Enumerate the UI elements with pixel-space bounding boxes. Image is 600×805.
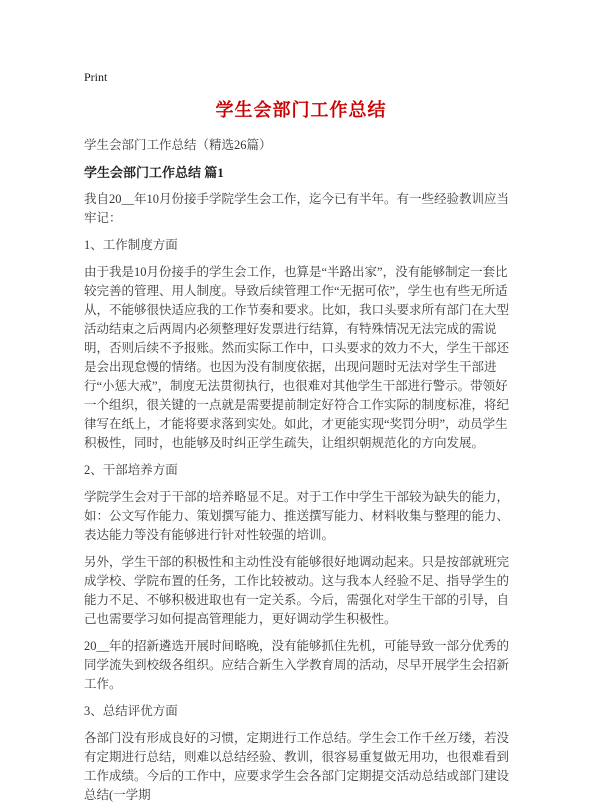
paragraph-cadre-training: 学院学生会对于干部的培养略显不足。对于工作中学生干部较为缺失的能力，如：公文写作能力、策划撰写能力、推送撰写能力、材料收集与整理的能力、表达能力等没有能够进行针对性较强的培训。 xyxy=(84,490,510,542)
paragraph-work-system: 由于我是10月份接手的学生会工作，也算是“半路出家”，没有能够制定一套比较完善的管理、用人制度。导致后续管理工作“无据可依”，学生也有些无所适从，不能够很快适应我的工作节奏和要求。比如，我口头要求所有部门在大型活动结束之后两周内必须整理好发票进行结算，有特殊情况无法完成的需说明，否则后续不予报账。然而实际工作中，口头要求的效力不大，学生干部还是会出现怠慢的情绪。也因为没有制度依据，出现问题时无法对学生干部进行“小惩大戒”，制度无法贯彻执行，也很难对其他学生干部进行警示。带领好一个组织，很关键的一点就是需要提前制定好符合工作实际的制度标准，将纪律写在纸上，才能将要求落到实处。如此，才更能实现“奖罚分明”，动员学生积极性，同时，也能够及时纠正学生疏失，让组织朝规范化的方向发展。 xyxy=(84,265,510,450)
section-heading-1: 1、工作制度方面 xyxy=(84,238,178,252)
page-title: 学生会部门工作总结 xyxy=(215,100,387,120)
paragraph-recruitment: 20__年的招新遴选开展时间略晚，没有能够抓住先机，可能导致一部分优秀的同学流失到校级各组织。应结合新生入学教育周的活动，尽早开展学生会招新工作。 xyxy=(84,639,510,691)
section-heading-2: 2、干部培养方面 xyxy=(84,463,178,477)
section-heading-3: 3、总结评优方面 xyxy=(84,704,178,718)
paragraph-intro: 我自20__年10月份接手学院学生会工作，迄今已有半年。有一些经验教训应当牢记： xyxy=(84,192,510,225)
print-link[interactable]: Print xyxy=(84,70,108,84)
paragraph-initiative: 另外，学生干部的积极性和主动性没有能够很好地调动起来。只是按部就班完成学校、学院布置的任务，工作比较被动。这与我本人经验不足、指导学生的能力不足、不够积极进取也有一定关系。今后，需强化对学生干部的引导，自己也需要学习如何提高管理能力，更好调动学生积极性。 xyxy=(84,555,510,626)
article-title: 学生会部门工作总结 篇1 xyxy=(84,165,224,180)
paragraph-summary-evaluation: 各部门没有形成良好的习惯，定期进行工作总结。学生会工作千丝万缕，若没有定期进行总结，则难以总结经验、教训，很容易重复做无用功，也很难看到工作成绩。今后的工作中，应要求学生会各部门定期提交活动总结或部门建设总结(一学期 xyxy=(84,731,510,802)
page-subtitle: 学生会部门工作总结（精选26篇） xyxy=(84,138,272,152)
